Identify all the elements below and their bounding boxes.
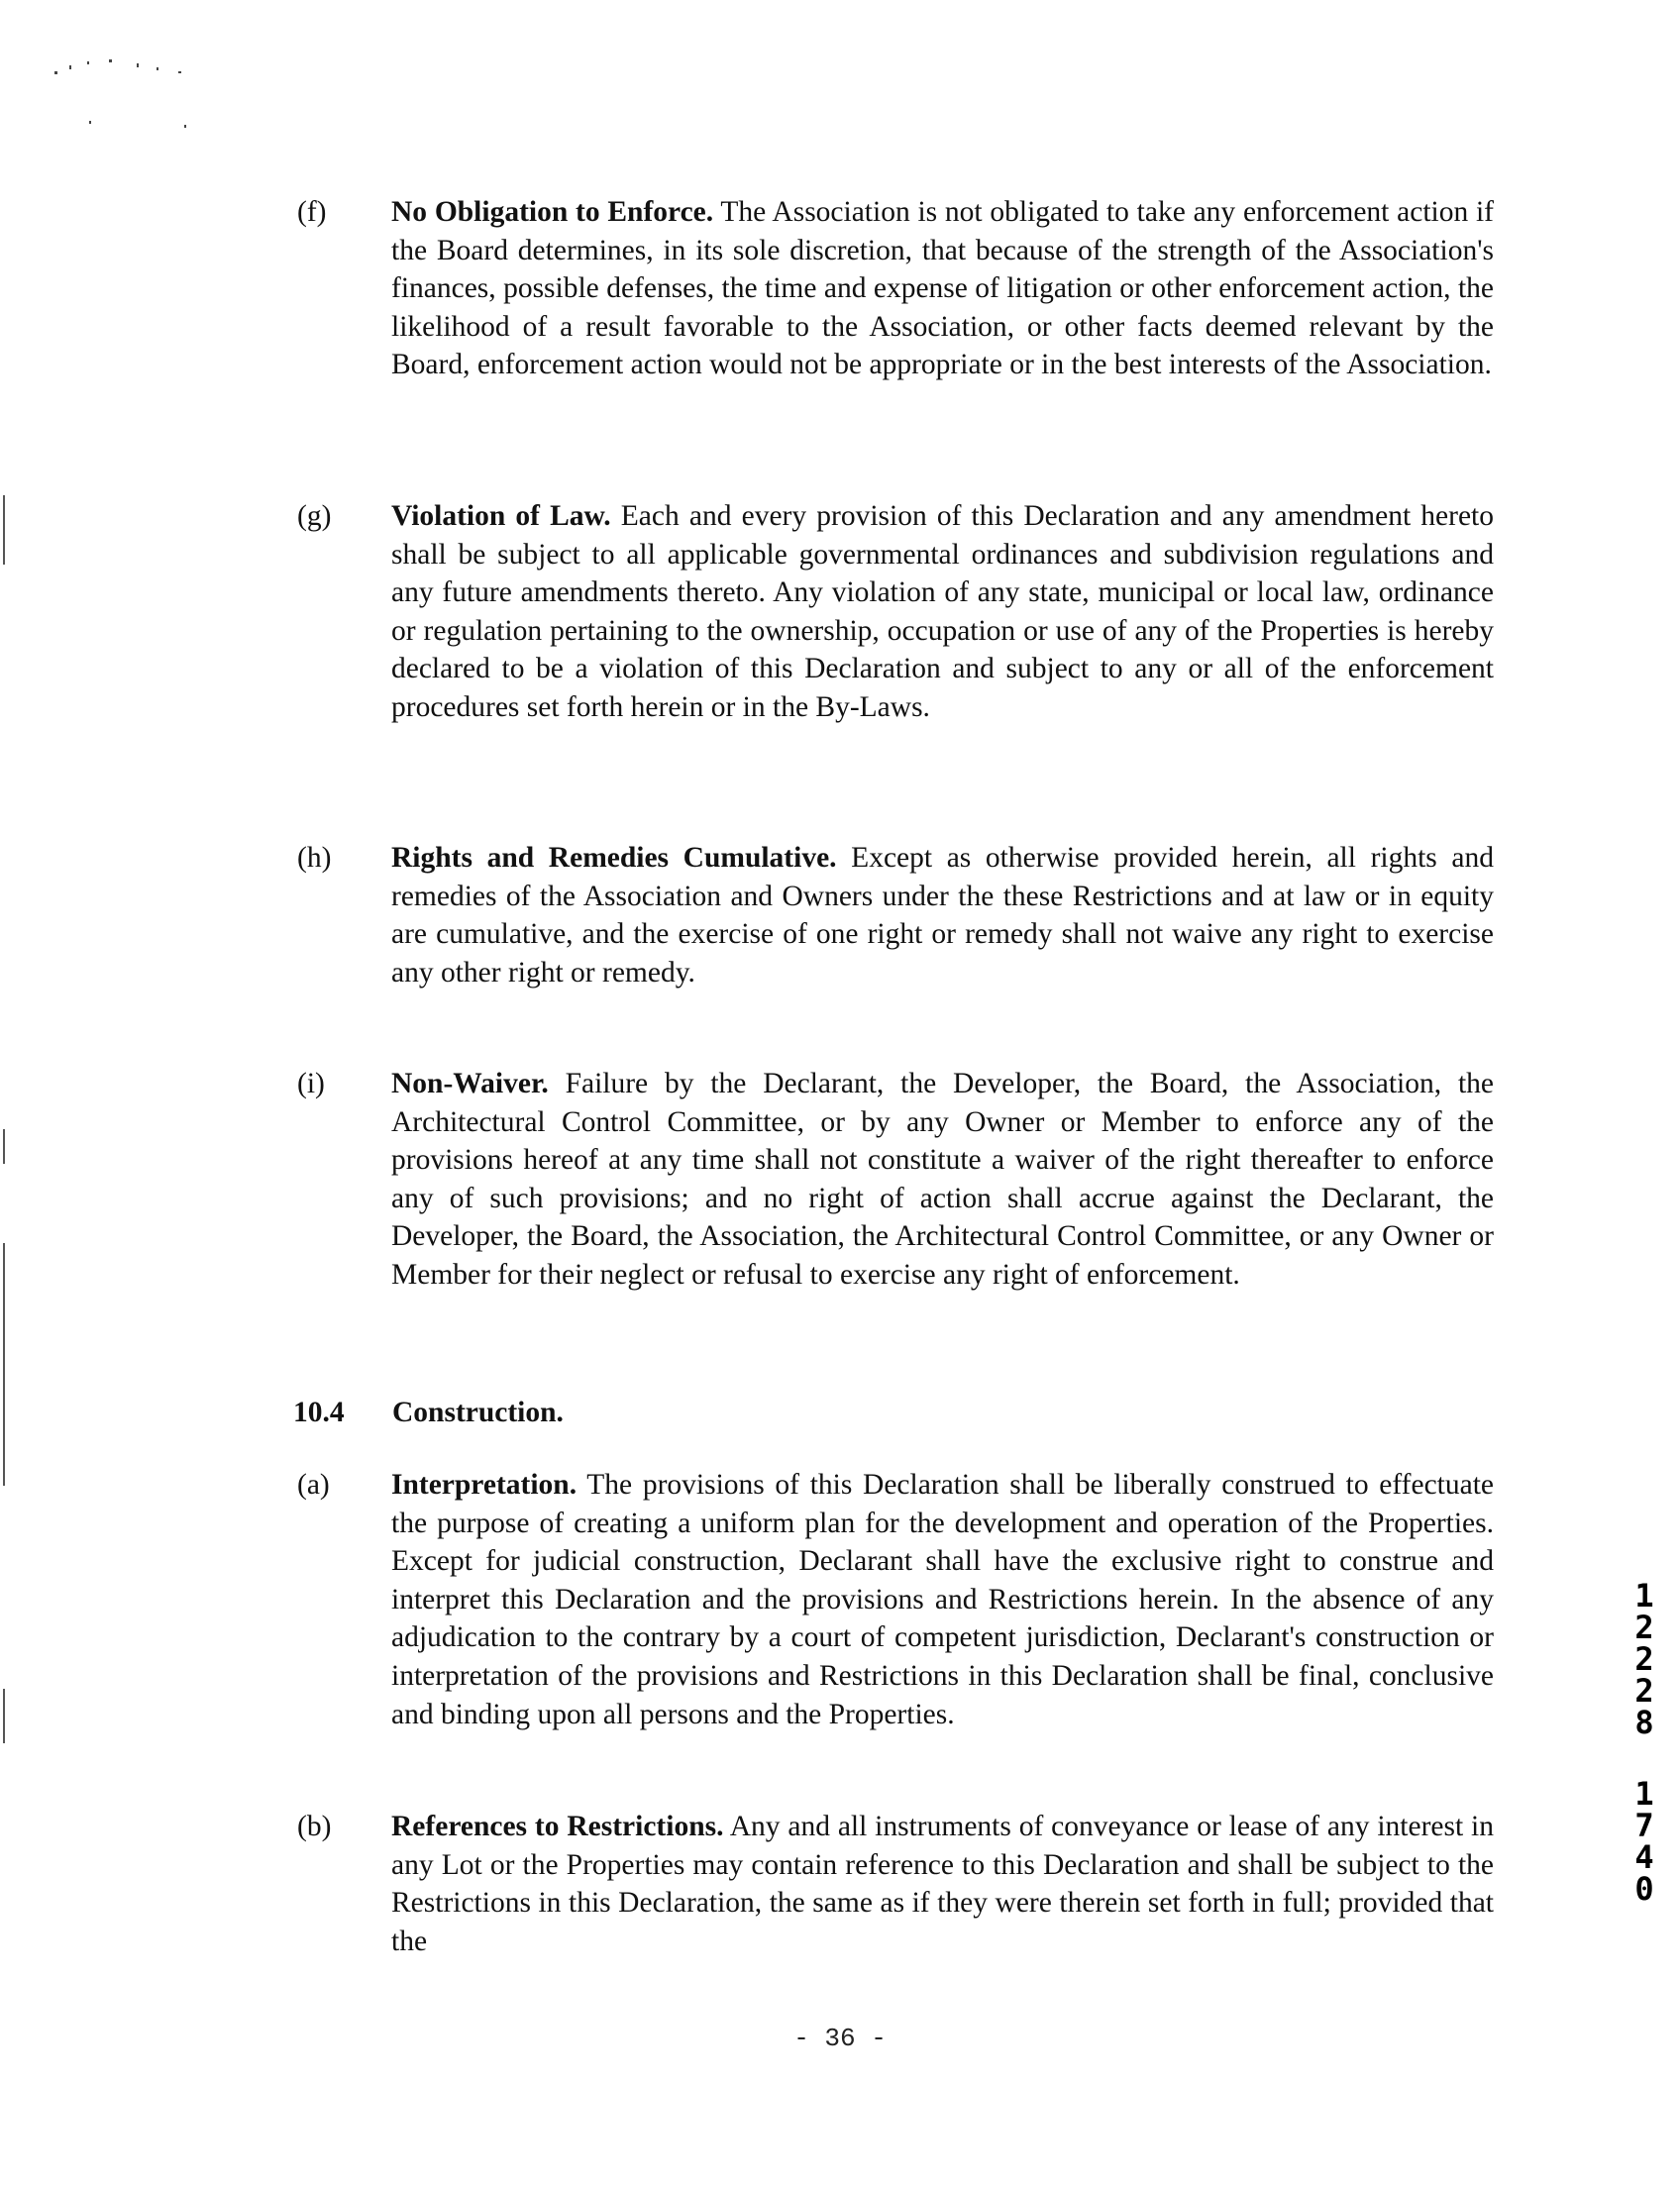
scan-edge-line (3, 1243, 5, 1486)
scan-edge-line (3, 495, 5, 565)
scan-speck (157, 67, 158, 70)
paragraph-text: Each and every provision of this Declaration and any amendment hereto shall be subject to all applicable governmental ordinances and subdivision regulations and any future amendments thereto. Any violation of any state, municipal or local law, ordinance or regulation pertaining to the ownership, occupation or use of any of the Properties is hereby declared to be a violation of this Declaration and subject to any or all of the enforcement procedures set forth herein or in the By-Laws. (391, 500, 1494, 723)
paragraph-title: Interpretation. (391, 1469, 578, 1501)
paragraph-f (297, 193, 1495, 384)
paragraph-g (297, 497, 1494, 727)
paragraph-a (297, 1466, 1494, 1733)
recording-stamp-line2 (1627, 1775, 1662, 1908)
scan-speck (178, 71, 181, 73)
paragraph-title: No Obligation to Enforce. (391, 196, 714, 228)
stamp-digit: 2 (1634, 1640, 1654, 1678)
stamp-digit: 2 (1634, 1672, 1654, 1710)
scan-speck (109, 59, 112, 62)
scan-speck (137, 63, 139, 67)
section-title: Construction. (392, 1397, 564, 1428)
paragraph-text: Any and all instruments of conveyance or lease of any interest in any Lot or the Properties may contain reference to this Declaration and shall be subject to the Restrictions in this Declaration, the same as if they were therein set forth in full; provided that the (391, 1811, 1495, 1957)
page-number: - 36 - (793, 2024, 887, 2053)
paragraph-label: (f) (297, 196, 327, 228)
paragraph-label: (i) (297, 1068, 325, 1099)
paragraph-title: References to Restrictions. (391, 1811, 724, 1842)
scan-edge-line (3, 1689, 5, 1743)
paragraph-label: (a) (297, 1469, 330, 1501)
scan-speck (184, 125, 186, 128)
stamp-digit: 8 (1634, 1704, 1654, 1741)
paragraph-title: Rights and Remedies Cumulative. (391, 842, 837, 874)
paragraph-label: (g) (297, 500, 332, 532)
scan-speck (87, 61, 89, 64)
paragraph-i (297, 1065, 1494, 1295)
paragraph-text: The provisions of this Declaration shall be liberally construed to effectuate the purpose of creating a uniform plan for the development and operation of the Properties. Except for judicial construction, Declarant shall have the exclusive right to construe and interpret this Declaration and the provisions and Restrictions herein. In the absence of any adjudication to the contrary by a court of competent jurisdiction, Declarant's construction or interpretation of the provisions and Restrictions in this Declaration shall be final, conclusive and binding upon all persons and the Properties. (391, 1469, 1494, 1730)
paragraph-text: Except as otherwise provided herein, all rights and remedies of the Association and Owners under the these Restrictions and at law or in equity are cumulative, and the exercise of one right or remedy shall not waive any right to exercise any other right or remedy. (391, 842, 1494, 989)
paragraph-label: (h) (297, 842, 332, 874)
section-number: 10.4 (293, 1397, 345, 1428)
scan-edge-line (3, 1129, 5, 1164)
paragraph-text: Failure by the Declarant, the Developer, the Board, the Association, the Architectural Control Committee, or by any Owner or Member to enforce any of the provisions hereof at any time shall not constitute a waiver of the right thereafter to enforce any of such provisions; and no right of action shall accrue against the Declarant, the Developer, the Board, the Association, the Architectural Control Committee, or any Owner or Member for their neglect or refusal to exercise any right of enforcement. (391, 1068, 1494, 1291)
paragraph-body (391, 1808, 1494, 1960)
stamp-digit: 1 (1634, 1775, 1654, 1813)
paragraph-body (391, 839, 1494, 991)
paragraph-text: The Association is not obligated to take any enforcement action if the Board determines, in its sole discretion, that because of the strength of the Association's finances, possible defenses, the time and expense of litigation or other enforcement action, the likelihood of a result favorable to the Association, or other facts deemed relevant by the Board, enforcement action would not be appropriate or in the best interests of the Association. (391, 196, 1495, 381)
paragraph-body (391, 1065, 1494, 1295)
paragraph-label: (b) (297, 1811, 332, 1842)
paragraph-h (297, 839, 1494, 991)
stamp-digit: 2 (1634, 1609, 1654, 1646)
paragraph-b (297, 1808, 1495, 1960)
scan-speck (89, 121, 91, 124)
stamp-digit: 0 (1634, 1870, 1654, 1908)
stamp-digit: 4 (1634, 1838, 1654, 1876)
stamp-digit: 7 (1634, 1807, 1654, 1844)
recording-stamp-line1 (1627, 1577, 1662, 1741)
scan-speck (69, 65, 71, 69)
paragraph-body (391, 193, 1494, 384)
scan-speck (54, 71, 57, 74)
paragraph-body (391, 1466, 1494, 1733)
paragraph-body (391, 497, 1494, 727)
paragraph-title: Violation of Law. (391, 500, 611, 532)
stamp-digit: 1 (1634, 1577, 1654, 1614)
paragraph-title: Non-Waiver. (391, 1068, 549, 1099)
